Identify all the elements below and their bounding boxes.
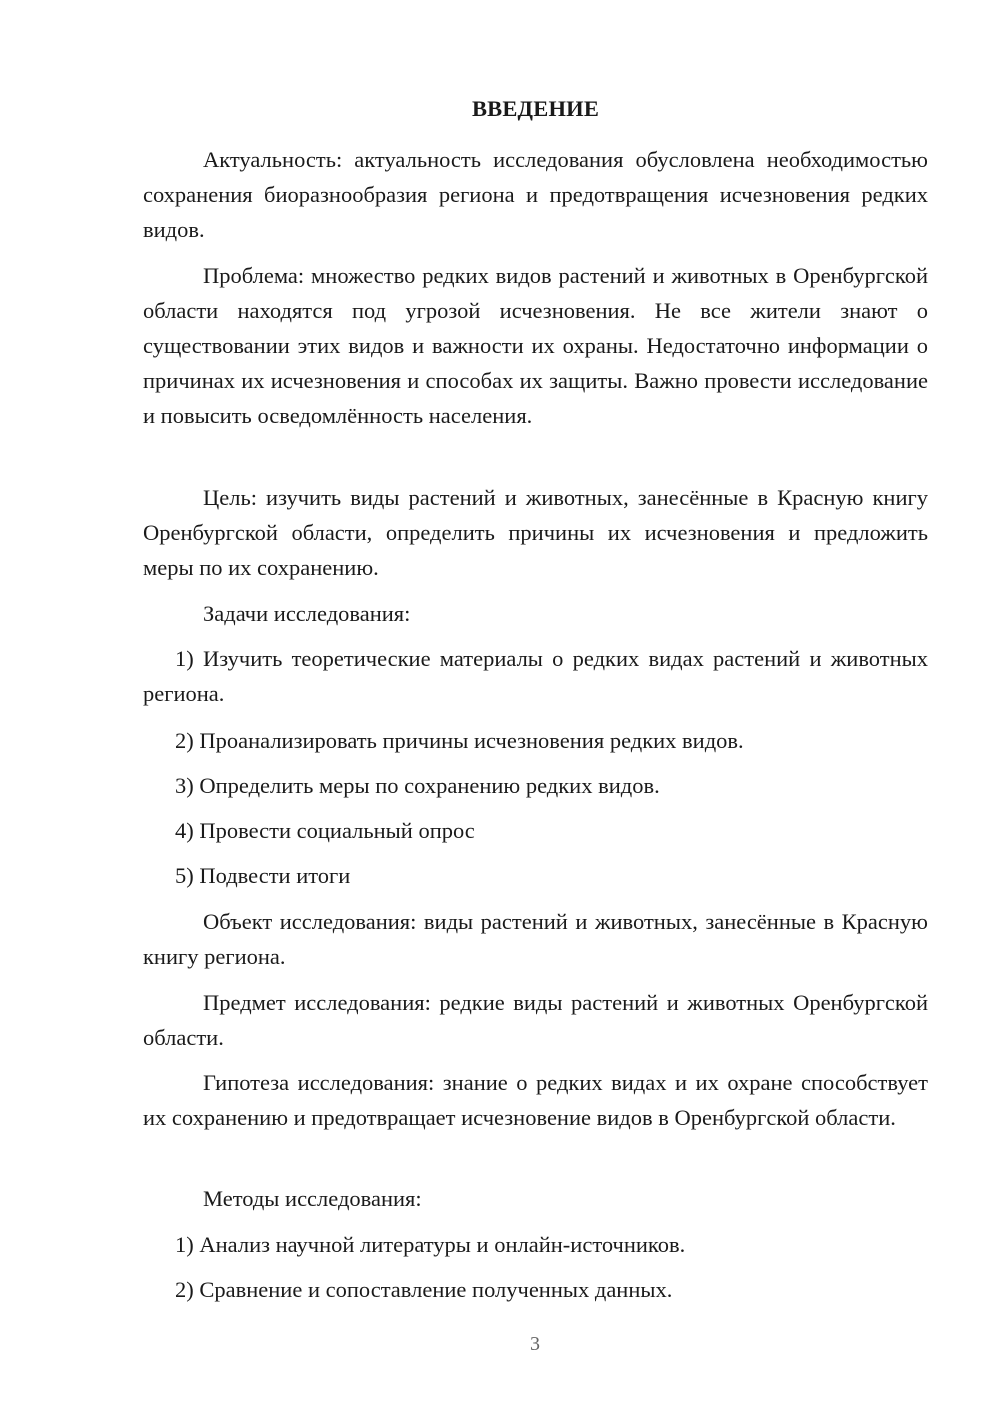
task-item-2: 2) Проанализировать причины исчезновения редких видов. bbox=[175, 728, 744, 753]
task-item-3: 3) Определить меры по сохранению редких видов. bbox=[175, 773, 660, 798]
relevance-paragraph: Актуальность: актуальность исследования обусловлена необходимостью сохранения биоразнообразия региона и предотвращения исчезновения редких видов. bbox=[143, 147, 928, 242]
task-item-4: 4) Провести социальный опрос bbox=[175, 818, 475, 843]
hypothesis-paragraph: Гипотеза исследования: знание о редких видах и их охране способствует их сохранению и предотвращает исчезновение видов в Оренбургской области. bbox=[143, 1070, 928, 1130]
goal-paragraph: Цель: изучить виды растений и животных, занесённые в Красную книгу Оренбургской области, определить причины их исчезновения и предложить меры по их сохранению. bbox=[143, 485, 928, 580]
tasks-heading: Задачи исследования: bbox=[203, 601, 411, 626]
subject-paragraph: Предмет исследования: редкие виды растений и животных Оренбургской области. bbox=[143, 990, 928, 1050]
task-item-5: 5) Подвести итоги bbox=[175, 863, 351, 888]
method-item-1: 1) Анализ научной литературы и онлайн-источников. bbox=[175, 1232, 686, 1257]
problem-paragraph: Проблема: множество редких видов растений и животных в Оренбургской области находятся под угрозой исчезновения. Не все жители знают о существовании этих видов и важности их охраны. Недостаточно информации о причинах их исчезновения и способах их защиты. Важно провести исследование и повысить осведомлённость населения. bbox=[143, 263, 928, 428]
page-number: 3 bbox=[530, 1333, 540, 1355]
object-paragraph: Объект исследования: виды растений и животных, занесённые в Красную книгу региона. bbox=[143, 909, 928, 969]
method-item-2: 2) Сравнение и сопоставление полученных данных. bbox=[175, 1277, 673, 1302]
methods-heading: Методы исследования: bbox=[203, 1186, 422, 1211]
task-item-1: 1) Изучить теоретические материалы о редких видах растений и животных региона. bbox=[143, 646, 928, 706]
page-title: ВВЕДЕНИЕ bbox=[471, 96, 600, 121]
